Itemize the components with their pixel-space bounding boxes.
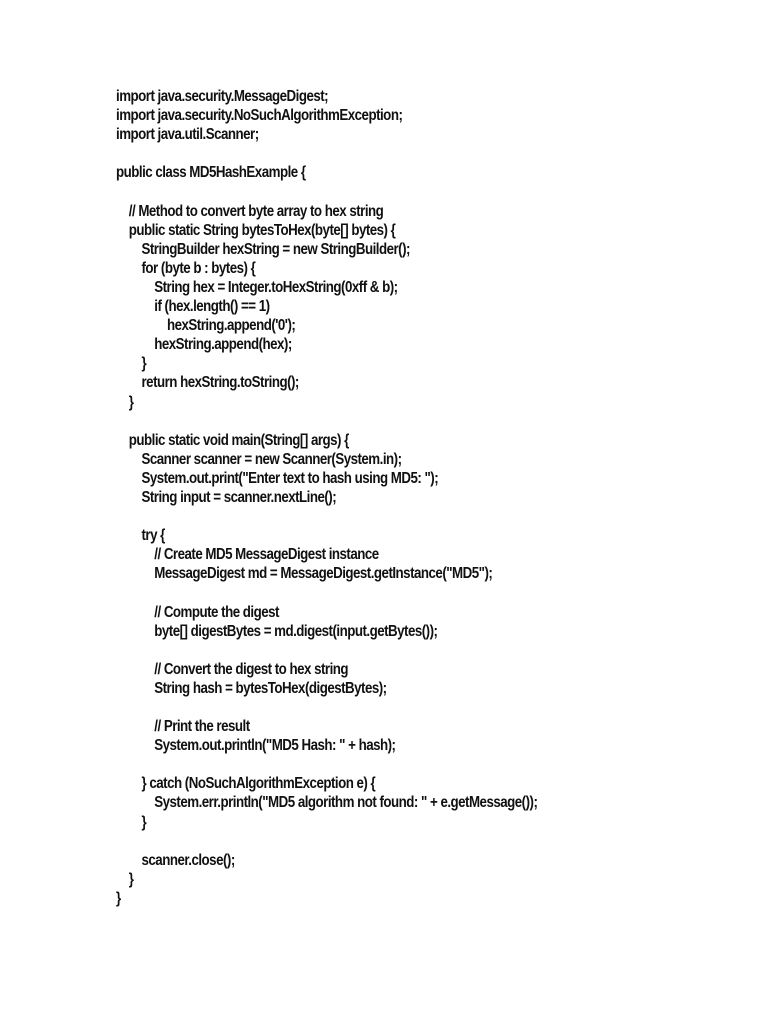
blank-line xyxy=(116,412,649,431)
code-line: public class MD5HashExample { xyxy=(116,164,306,182)
code-line: public static String bytesToHex(byte[] bytes) { xyxy=(116,221,396,239)
blank-line xyxy=(116,182,649,201)
code-line: scanner.close(); xyxy=(116,851,235,869)
code-line: import java.util.Scanner; xyxy=(116,126,259,144)
code-line: for (byte b : bytes) { xyxy=(116,259,256,277)
code-line: // Method to convert byte array to hex string xyxy=(116,202,384,220)
code-line: } xyxy=(116,870,134,888)
code-line: try { xyxy=(116,527,165,545)
code-line: if (hex.length() == 1) xyxy=(116,298,270,316)
code-line: System.out.print("Enter text to hash using MD5: "); xyxy=(116,469,439,487)
code-line: } catch (NoSuchAlgorithmException e) { xyxy=(116,775,376,793)
code-line: import java.security.NoSuchAlgorithmException; xyxy=(116,107,403,125)
code-line: import java.security.MessageDigest; xyxy=(116,88,329,105)
code-line: MessageDigest md = MessageDigest.getInstance("MD5"); xyxy=(116,565,493,583)
code-line: return hexString.toString(); xyxy=(116,374,299,392)
blank-line xyxy=(116,755,649,774)
code-line: // Print the result xyxy=(116,718,250,736)
code-line: String input = scanner.nextLine(); xyxy=(116,488,337,506)
code-line: } xyxy=(116,889,121,907)
code-line: hexString.append(hex); xyxy=(116,336,292,354)
code-listing xyxy=(116,87,736,908)
blank-line xyxy=(116,641,649,660)
blank-line xyxy=(116,698,649,717)
code-line: String hash = bytesToHex(digestBytes); xyxy=(116,679,387,697)
code-line: } xyxy=(116,813,147,831)
code-line: byte[] digestBytes = md.digest(input.getBytes()); xyxy=(116,622,438,640)
blank-line xyxy=(116,507,649,526)
code-line: Scanner scanner = new Scanner(System.in); xyxy=(116,450,402,468)
code-line: String hex = Integer.toHexString(0xff & b); xyxy=(116,278,398,296)
code-line: StringBuilder hexString = new StringBuilder(); xyxy=(116,240,410,258)
code-line: // Compute the digest xyxy=(116,603,279,621)
code-line: } xyxy=(116,393,134,411)
code-line: System.err.println("MD5 algorithm not found: " + e.getMessage()); xyxy=(116,794,538,812)
blank-line xyxy=(116,583,649,602)
blank-line xyxy=(116,144,649,163)
blank-line xyxy=(116,832,649,851)
code-line: } xyxy=(116,355,147,373)
code-line: System.out.println("MD5 Hash: " + hash); xyxy=(116,737,396,755)
code-line: // Create MD5 MessageDigest instance xyxy=(116,546,379,564)
code-line: // Convert the digest to hex string xyxy=(116,660,349,678)
code-line: public static void main(String[] args) { xyxy=(116,431,349,449)
code-line: hexString.append('0'); xyxy=(116,317,296,335)
